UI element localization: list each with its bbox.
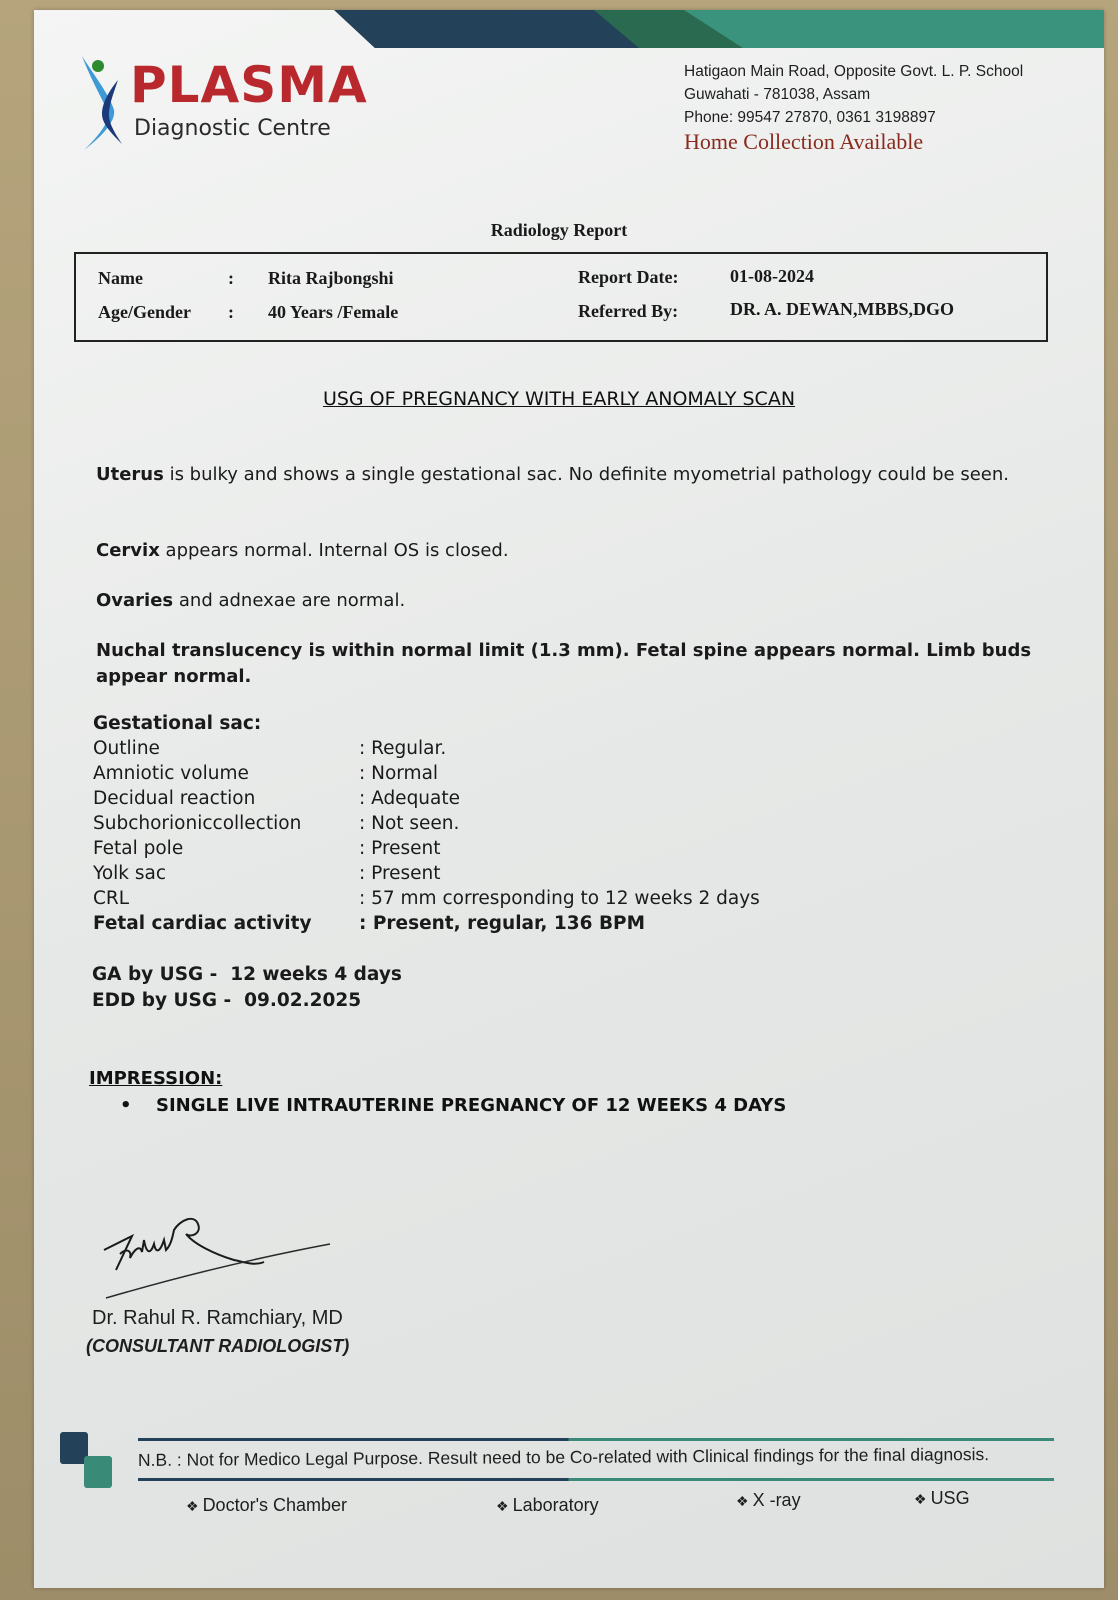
ga-separator: - — [203, 964, 231, 985]
patient-name: Rita Rajbongshi — [268, 268, 394, 288]
estimated-due-date — [92, 990, 361, 1011]
brand-subtitle: Diagnostic Centre — [134, 116, 331, 141]
signature — [94, 1200, 354, 1310]
gestational-age — [92, 964, 402, 985]
address-line-1: Hatigaon Main Road, Opposite Govt. L. P. School — [684, 63, 1024, 80]
footer-divider-bottom — [138, 1478, 1054, 1481]
age-separator: : — [228, 302, 234, 322]
service-label: X -ray — [752, 1490, 801, 1510]
service-xray — [736, 1490, 801, 1511]
uterus-text: is bulky and shows a single gestational sac. No definite myometrial pathology could be seen. — [163, 464, 1009, 485]
service-label: USG — [930, 1488, 970, 1508]
ga-label: GA by USG — [92, 964, 204, 985]
ga-value: 12 weeks 4 days — [230, 964, 402, 985]
nuchal-finding: Nuchal translucency is within normal limit (1.3 mm). Fetal spine appears normal. Limb buds appear normal. — [96, 640, 1032, 687]
footer-decoration-teal — [84, 1456, 112, 1488]
report-date-label: Report Date: — [578, 267, 679, 287]
diamond-bullet-icon: ❖ — [186, 1498, 199, 1514]
edd-value: 09.02.2025 — [244, 990, 362, 1011]
signatory-name: Dr. Rahul R. Ramchiary, MD — [92, 1307, 343, 1329]
ovaries-finding — [96, 588, 1036, 614]
diamond-bullet-icon: ❖ — [736, 1493, 749, 1509]
footer-divider-top — [138, 1438, 1054, 1441]
gs-key: Yolk sac — [93, 863, 167, 884]
scan-title: USG OF PREGNANCY WITH EARLY ANOMALY SCAN — [322, 388, 796, 410]
gs-value: : Present, regular, 136 BPM — [359, 913, 646, 934]
brand-name: PLASMA — [130, 56, 368, 114]
address-line-2: Guwahati - 781038, Assam — [684, 86, 871, 103]
clinic-logo — [78, 52, 368, 152]
service-label: Doctor's Chamber — [202, 1495, 348, 1515]
service-laboratory — [496, 1495, 599, 1516]
service-doctors-chamber — [186, 1495, 347, 1516]
gs-key: CRL — [93, 888, 130, 909]
edd-separator: - — [217, 990, 245, 1011]
gs-key: Amniotic volume — [93, 763, 249, 784]
gs-key: Subchorioniccollection — [93, 813, 302, 834]
signatory-designation: (CONSULTANT RADIOLOGIST) — [86, 1336, 350, 1356]
gs-value: : 57 mm corresponding to 12 weeks 2 days — [359, 888, 760, 909]
gs-value: : Not seen. — [359, 813, 460, 834]
uterus-finding — [96, 462, 1036, 488]
patient-age-gender: 40 Years /Female — [268, 302, 399, 322]
impression-text: SINGLE LIVE INTRAUTERINE PREGNANCY OF 12 WEEKS 4 DAYS — [156, 1095, 787, 1116]
report-page — [34, 10, 1104, 1588]
gs-row — [93, 788, 893, 813]
patient-info-box — [74, 252, 1048, 342]
cervix-text: appears normal. Internal OS is closed. — [159, 540, 509, 561]
gs-row — [93, 763, 893, 788]
cervix-label: Cervix — [96, 540, 160, 561]
age-gender-label: Age/Gender — [98, 302, 191, 322]
ovaries-label: Ovaries — [96, 590, 174, 611]
report-title: Radiology Report — [490, 220, 628, 240]
gs-value: : Present — [359, 863, 441, 884]
gs-row — [93, 838, 893, 863]
person-figure-icon — [78, 52, 126, 152]
referred-by-label: Referred By: — [578, 301, 679, 321]
gs-key: Outline — [93, 738, 160, 759]
gs-row — [93, 863, 893, 888]
gs-key: Decidual reaction — [93, 788, 256, 809]
uterus-label: Uterus — [96, 464, 164, 485]
header-band-teal — [684, 10, 1104, 48]
name-label: Name — [98, 268, 143, 288]
gs-row — [93, 913, 893, 938]
ovaries-text: and adnexae are normal. — [173, 590, 406, 611]
name-separator: : — [228, 268, 234, 288]
gs-row — [93, 738, 893, 763]
gs-value: : Adequate — [359, 788, 461, 809]
gs-value: : Present — [359, 838, 441, 859]
service-usg — [914, 1488, 970, 1509]
service-label: Laboratory — [512, 1495, 599, 1515]
gs-value: : Normal — [359, 763, 439, 784]
gs-key: Fetal pole — [93, 838, 184, 859]
gs-row — [93, 888, 893, 913]
gs-key: Fetal cardiac activity — [93, 913, 312, 934]
report-date: 01-08-2024 — [730, 266, 814, 286]
diamond-bullet-icon: ❖ — [496, 1498, 509, 1514]
disclaimer-note: N.B. : Not for Medico Legal Purpose. Result need to be Co-related with Clinical findings for the final diagnosis. — [137, 1444, 990, 1470]
cervix-finding — [96, 538, 1036, 564]
bullet-icon: • — [120, 1095, 132, 1116]
home-collection-note: Home Collection Available — [684, 129, 924, 154]
clinic-address — [684, 60, 1023, 153]
phone-numbers: Phone: 99547 27870, 0361 3198897 — [684, 109, 936, 126]
gs-row — [93, 813, 893, 838]
impression-heading: IMPRESSION: — [89, 1068, 223, 1089]
gestational-sac-heading: Gestational sac: — [93, 713, 262, 734]
referred-by: DR. A. DEWAN,MBBS,DGO — [730, 299, 955, 319]
gs-value: : Regular. — [359, 738, 447, 759]
diamond-bullet-icon: ❖ — [914, 1491, 927, 1507]
edd-label: EDD by USG — [92, 990, 218, 1011]
